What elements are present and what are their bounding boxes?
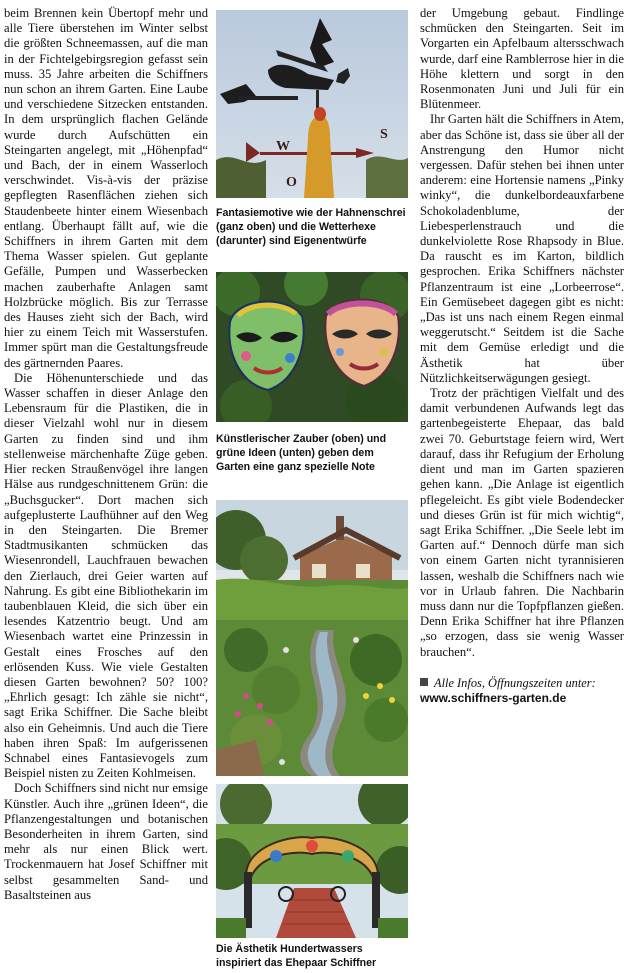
weathervane-photo: [216, 10, 408, 198]
masks-image: [216, 272, 408, 422]
caption-hundertwasser: Die Ästhetik Hundertwassers inspiriert das Ehepaar Schiffner: [216, 943, 377, 969]
website-link[interactable]: www.schiffners-garten.de: [420, 690, 567, 705]
paragraph: Ihr Garten hält die Schiffners in Atem, aber das Schöne ist, dass sie über all der Anstrengung den Humor nicht vergessen. Dafür stehen bei ihnen unter anderem: eine Hortensie namens „Pinky winky“, die dunkelbordeauxfarbene Schokoladenblume, der Liebesperlenstrauch und die dunkelviolette Rose Rhapsody in Blue. Da rauscht es im Karton, bildlich gesprochen. Erika Schiffners nächster Pflanzentraum ist eine „Lorbeerrose“. Ein Gemüsebeet dagegen gibt es nicht: „Das ist uns nach einem Regen einmal weggerutscht.“ Seitdem ist die Sache mit dem Gemüse erledigt und die Ästhetik hat über Nützlichkeitserwägungen gesiegt.: [420, 112, 624, 385]
paragraph: Doch Schiffners sind nicht nur emsige Künstler. Auch ihre „grünen Ideen“, die Pflanzengestaltungen und botanischen Besonderheiten in ihrem Garten, sind mehr als nur einen Blick wert. Trockenmauern hat Josef Schiffner mit selbst gesammelten Sand- und Basaltsteinen aus: [4, 781, 208, 902]
garden-stream-image: [216, 500, 408, 776]
vane-letter-w: W: [276, 139, 290, 154]
garden-stream-photo: [216, 500, 408, 776]
caption-weathervane: Fantasiemotive wie der Hahnenschrei (ganz oben) und die Wetterhexe (darunter) sind Eigenentwürfe: [216, 207, 406, 247]
hundertwasser-image: [216, 784, 408, 938]
masks-photo: [216, 272, 408, 422]
paragraph: beim Brennen kein Übertopf mehr und alle Tiere überstehen im Winter selbst die größten Schneemassen, auf die man in der Fichtelgebirgsregion gefasst sein muss. 35 Jahre arbeiten die Schiffners nun schon an ihrem Garten. Eine Laube und verschiedene Sitzecken entstanden. In dem ursprünglich flachen Gelände wurde durch Aufschütten ein Steingarten angelegt, mit „Höhenpfad“ und Bach, der in einem Wasserloch verschwindet. Vis-à-vis der präzise gepflegten Rasenflächen ziehen sich Staudenbeete hinter einem Wiesenbach entlang. Überhaupt fällt auf, wie die Schiffners in ihrem Garten mit dem Thema Wasser spielen. Gut geplante Gefälle, Pumpen und Wasserbecken machen zauberhafte Anlagen samt Holzbrücke möglich. Bis zur Terrasse des Hauses zieht sich der Bach, wird hier zu einem Teich mit Wasserstufen. Immer spürt man die Gestaltungsfreude des gärtnernden Paares.: [4, 6, 208, 370]
hundertwasser-photo: [216, 784, 408, 938]
info-label: Alle Infos, Öffnungszeiten unter:: [434, 675, 596, 690]
vane-letter-o: O: [286, 175, 297, 190]
info-box: [420, 676, 624, 706]
bullet-square-icon: [420, 678, 428, 686]
weathervane-image: [216, 10, 408, 198]
caption-masks: Künstlerischer Zauber (oben) und grüne Ideen (unten) geben dem Garten eine ganz spezielle Note: [216, 433, 387, 473]
article-column-3: [420, 6, 624, 706]
photo-column: [216, 6, 412, 973]
vane-letter-s: S: [380, 127, 388, 142]
paragraph: der Umgebung gebaut. Findlinge schmücken den Steingarten. Seit im Vorgarten ein Apfelbaum altersschwach wurde, darf eine Ramblerrose hier in die Höhe klettern und sorgt in den Rosenmonaten Juni und Juli für ein Blütenmeer.: [420, 6, 624, 112]
paragraph: Trotz der prächtigen Vielfalt und des damit verbundenen Aufwands legt das gartenbegeisterte Ehepaar, das bald zwei 70. Geburtstage feiern wird, Wert darauf, dass ihr Refugium der Erholung dient und man im Garten spazieren gehen kann. „Die Anlage ist eigentlich pflegeleicht. Es gibt viele Bodendecker und dieses Grün ist für mich wichtig“, sagt Erika Schiffner. „Die Seele lebt im Garten auf.“ Dennoch dürfe man sich von einem Garten nicht tyrannisieren lassen, weshalb die Schiffners nach wie vor in Urlaub fahren. Die Nachbarin muss dann nur die Topfpflanzen gießen. Denn Erika Schiffner hat ihre Pflanzen „so erzogen, dass sie wenig Wasser brauchen“.: [420, 386, 624, 659]
paragraph: Die Höhenunterschiede und das Wasser schaffen in dieser Anlage den Lebensraum für die Plastiken, die in dieser Vielzahl wohl nur in diesem Garten zu finden sind und ihm stellenweise märchenhafte Züge geben. Hier recken Straußenvögel ihre langen Hälse aus rundgeschnittenem Grün: die „Buchsgucker“. Dort machen sich aufgeplusterte Laufhühner auf den Weg in den Steingarten. Die Bremer Stadtmusikanten schmücken das Wiesenrondell, Lauchfrauen bewachen den Zierlauch, drei Geier warten auf Nahrung. Es gibt eine Bibliothekarin im taubenblauen Kleid, die sich über ein lesendes Katzentrio beugt. Und am Wiesenbach wartet eine Prinzessin in Gestalt eines Frosches auf den erlösenden Kuss. Wie viele Gestalten diesen Garten bewohnen? 50? 100? „Ehrlich gesagt: Ich zähle sie nicht“, sagt Erika Schiffner. Die Sache bleibt also ein Geheimnis. Und auch die Tiere haben ihren Spaß: Im aufgerissenen Schnabel eines Fantasievogels zum Beispiel nisten zu Zeiten Kohlmeisen.: [4, 370, 208, 781]
article-column-1: [4, 6, 208, 903]
